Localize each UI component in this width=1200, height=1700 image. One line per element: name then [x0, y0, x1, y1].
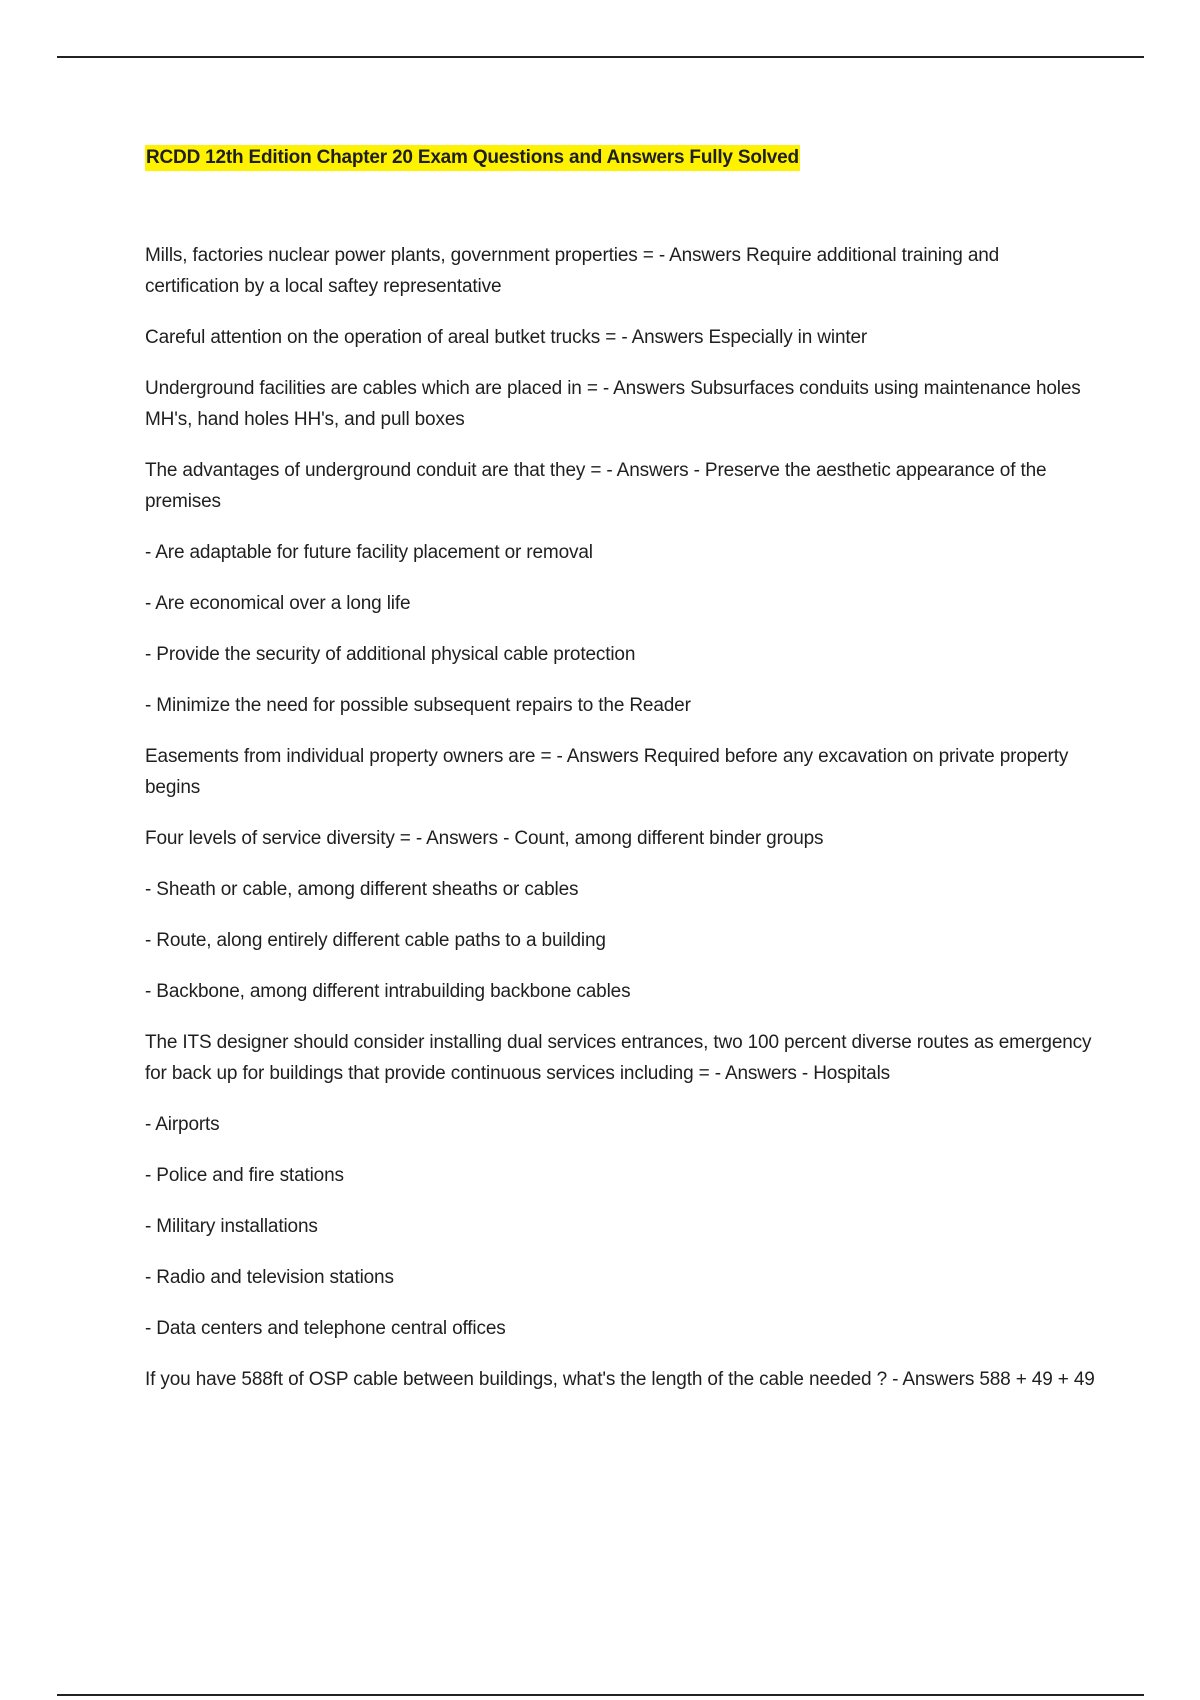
qa-paragraph: Easements from individual property owners are = - Answers Required before any excavation on private property begins — [145, 746, 1069, 798]
qa-list-item: - Police and fire stations — [145, 1165, 344, 1186]
qa-list-item: - Military installations — [145, 1216, 318, 1237]
qa-list-item: - Sheath or cable, among different sheaths or cables — [145, 879, 579, 900]
qa-paragraph: Four levels of service diversity = - Answers - Count, among different binder groups — [145, 828, 824, 849]
qa-paragraph: If you have 588ft of OSP cable between buildings, what's the length of the cable needed ? - Answers 588 + 49 + 49 — [145, 1369, 1095, 1390]
qa-paragraph: The ITS designer should consider installing dual services entrances, two 100 percent diverse routes as emergency for back up for buildings that provide continuous services including = - Answers - Hospitals — [145, 1032, 1092, 1084]
qa-paragraph: The advantages of underground conduit are that they = - Answers - Preserve the aesthetic appearance of the premises — [145, 460, 1047, 512]
qa-list-item: - Are economical over a long life — [145, 593, 411, 614]
qa-list-item: - Are adaptable for future facility placement or removal — [145, 542, 593, 563]
document-title: RCDD 12th Edition Chapter 20 Exam Questions and Answers Fully Solved — [145, 145, 800, 171]
qa-list-item: - Data centers and telephone central offices — [145, 1318, 506, 1339]
document-body — [145, 145, 1095, 1415]
qa-paragraph: Underground facilities are cables which are placed in = - Answers Subsurfaces conduits using maintenance holes MH's, hand holes HH's, and pull boxes — [145, 378, 1081, 430]
qa-paragraph: Careful attention on the operation of areal butket trucks = - Answers Especially in winter — [145, 327, 868, 348]
qa-paragraph: Mills, factories nuclear power plants, government properties = - Answers Require additional training and certification by a local saftey representative — [145, 245, 1000, 297]
qa-list-item: - Route, along entirely different cable paths to a building — [145, 930, 606, 951]
qa-list — [145, 240, 1095, 1395]
qa-list-item: - Radio and television stations — [145, 1267, 394, 1288]
qa-list-item: - Minimize the need for possible subsequent repairs to the Reader — [145, 695, 691, 716]
header-rule — [57, 56, 1144, 58]
qa-list-item: - Backbone, among different intrabuilding backbone cables — [145, 981, 631, 1002]
qa-list-item: - Airports — [145, 1114, 220, 1135]
footer-rule — [57, 1694, 1144, 1696]
qa-list-item: - Provide the security of additional physical cable protection — [145, 644, 636, 665]
